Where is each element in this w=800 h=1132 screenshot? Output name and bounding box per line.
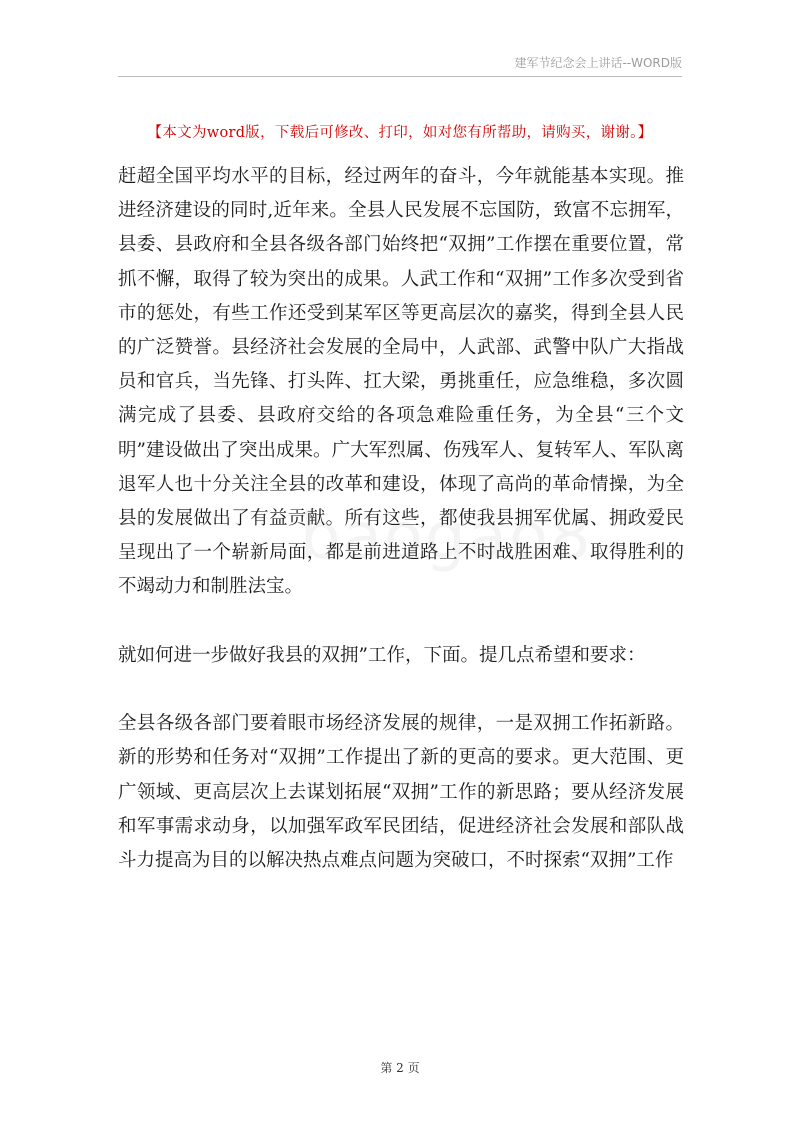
- paragraph-3: 全县各级各部门要着眼市场经济发展的规律，一是双拥工作拓新路。新的形势和任务对“双拥”工作提出了新的更高的要求。更大范围、更广领域、更高层次上去谋划拓展“双拥”工作的新思路；要从经济发展和军事需求动身，以加强军政军民团结，促进经济社会发展和部队战斗力提高为目的以解决热点难点问题为突破口，不时探索“双拥”工作: [118, 713, 684, 872]
- running-header: 建军节纪念会上讲话--WORD版: [514, 56, 682, 70]
- paragraph-2: 就如何进一步做好我县的双拥”工作，下面。提几点希望和要求：: [118, 644, 646, 666]
- paragraph-1: 赶超全国平均水平的目标，经过两年的奋斗，今年就能基本实现。推进经济建设的同时,近年来。全县人民发展不忘国防，致富不忘拥军，县委、县政府和全县各级各部门始终把“双拥”工作摆在重要位置，常抓不懈，取得了较为突出的成果。人武工作和“双拥”工作多次受到省市的惩处，有些工作还受到某军区等更高层次的嘉奖，得到全县人民的广泛赞誉。县经济社会发展的全局中，人武部、武警中队广大指战员和官兵，当先锋、打头阵、扛大梁，勇挑重任，应急维稳，多次圆满完成了县委、县政府交给的各项急难险重任务，为全县“三个文明”建设做出了突出成果。广大军烈属、伤残军人、复转军人、军队离退军人也十分关注全县的改革和建设，体现了高尚的革命情操，为全县的发展做出了有益贡献。所有这些，都使我县拥军优属、拥政爱民呈现出了一个崭新局面，都是前进道路上不时战胜困难、取得胜利的不竭动力和制胜法宝。: [118, 166, 684, 598]
- header-divider: [118, 76, 682, 77]
- purchase-notice: 【本文为word版，下载后可修改、打印，如对您有所帮助，请购买，谢谢。】: [147, 125, 653, 141]
- page-number: 第 2 页: [380, 1061, 420, 1075]
- document-body: [118, 160, 684, 878]
